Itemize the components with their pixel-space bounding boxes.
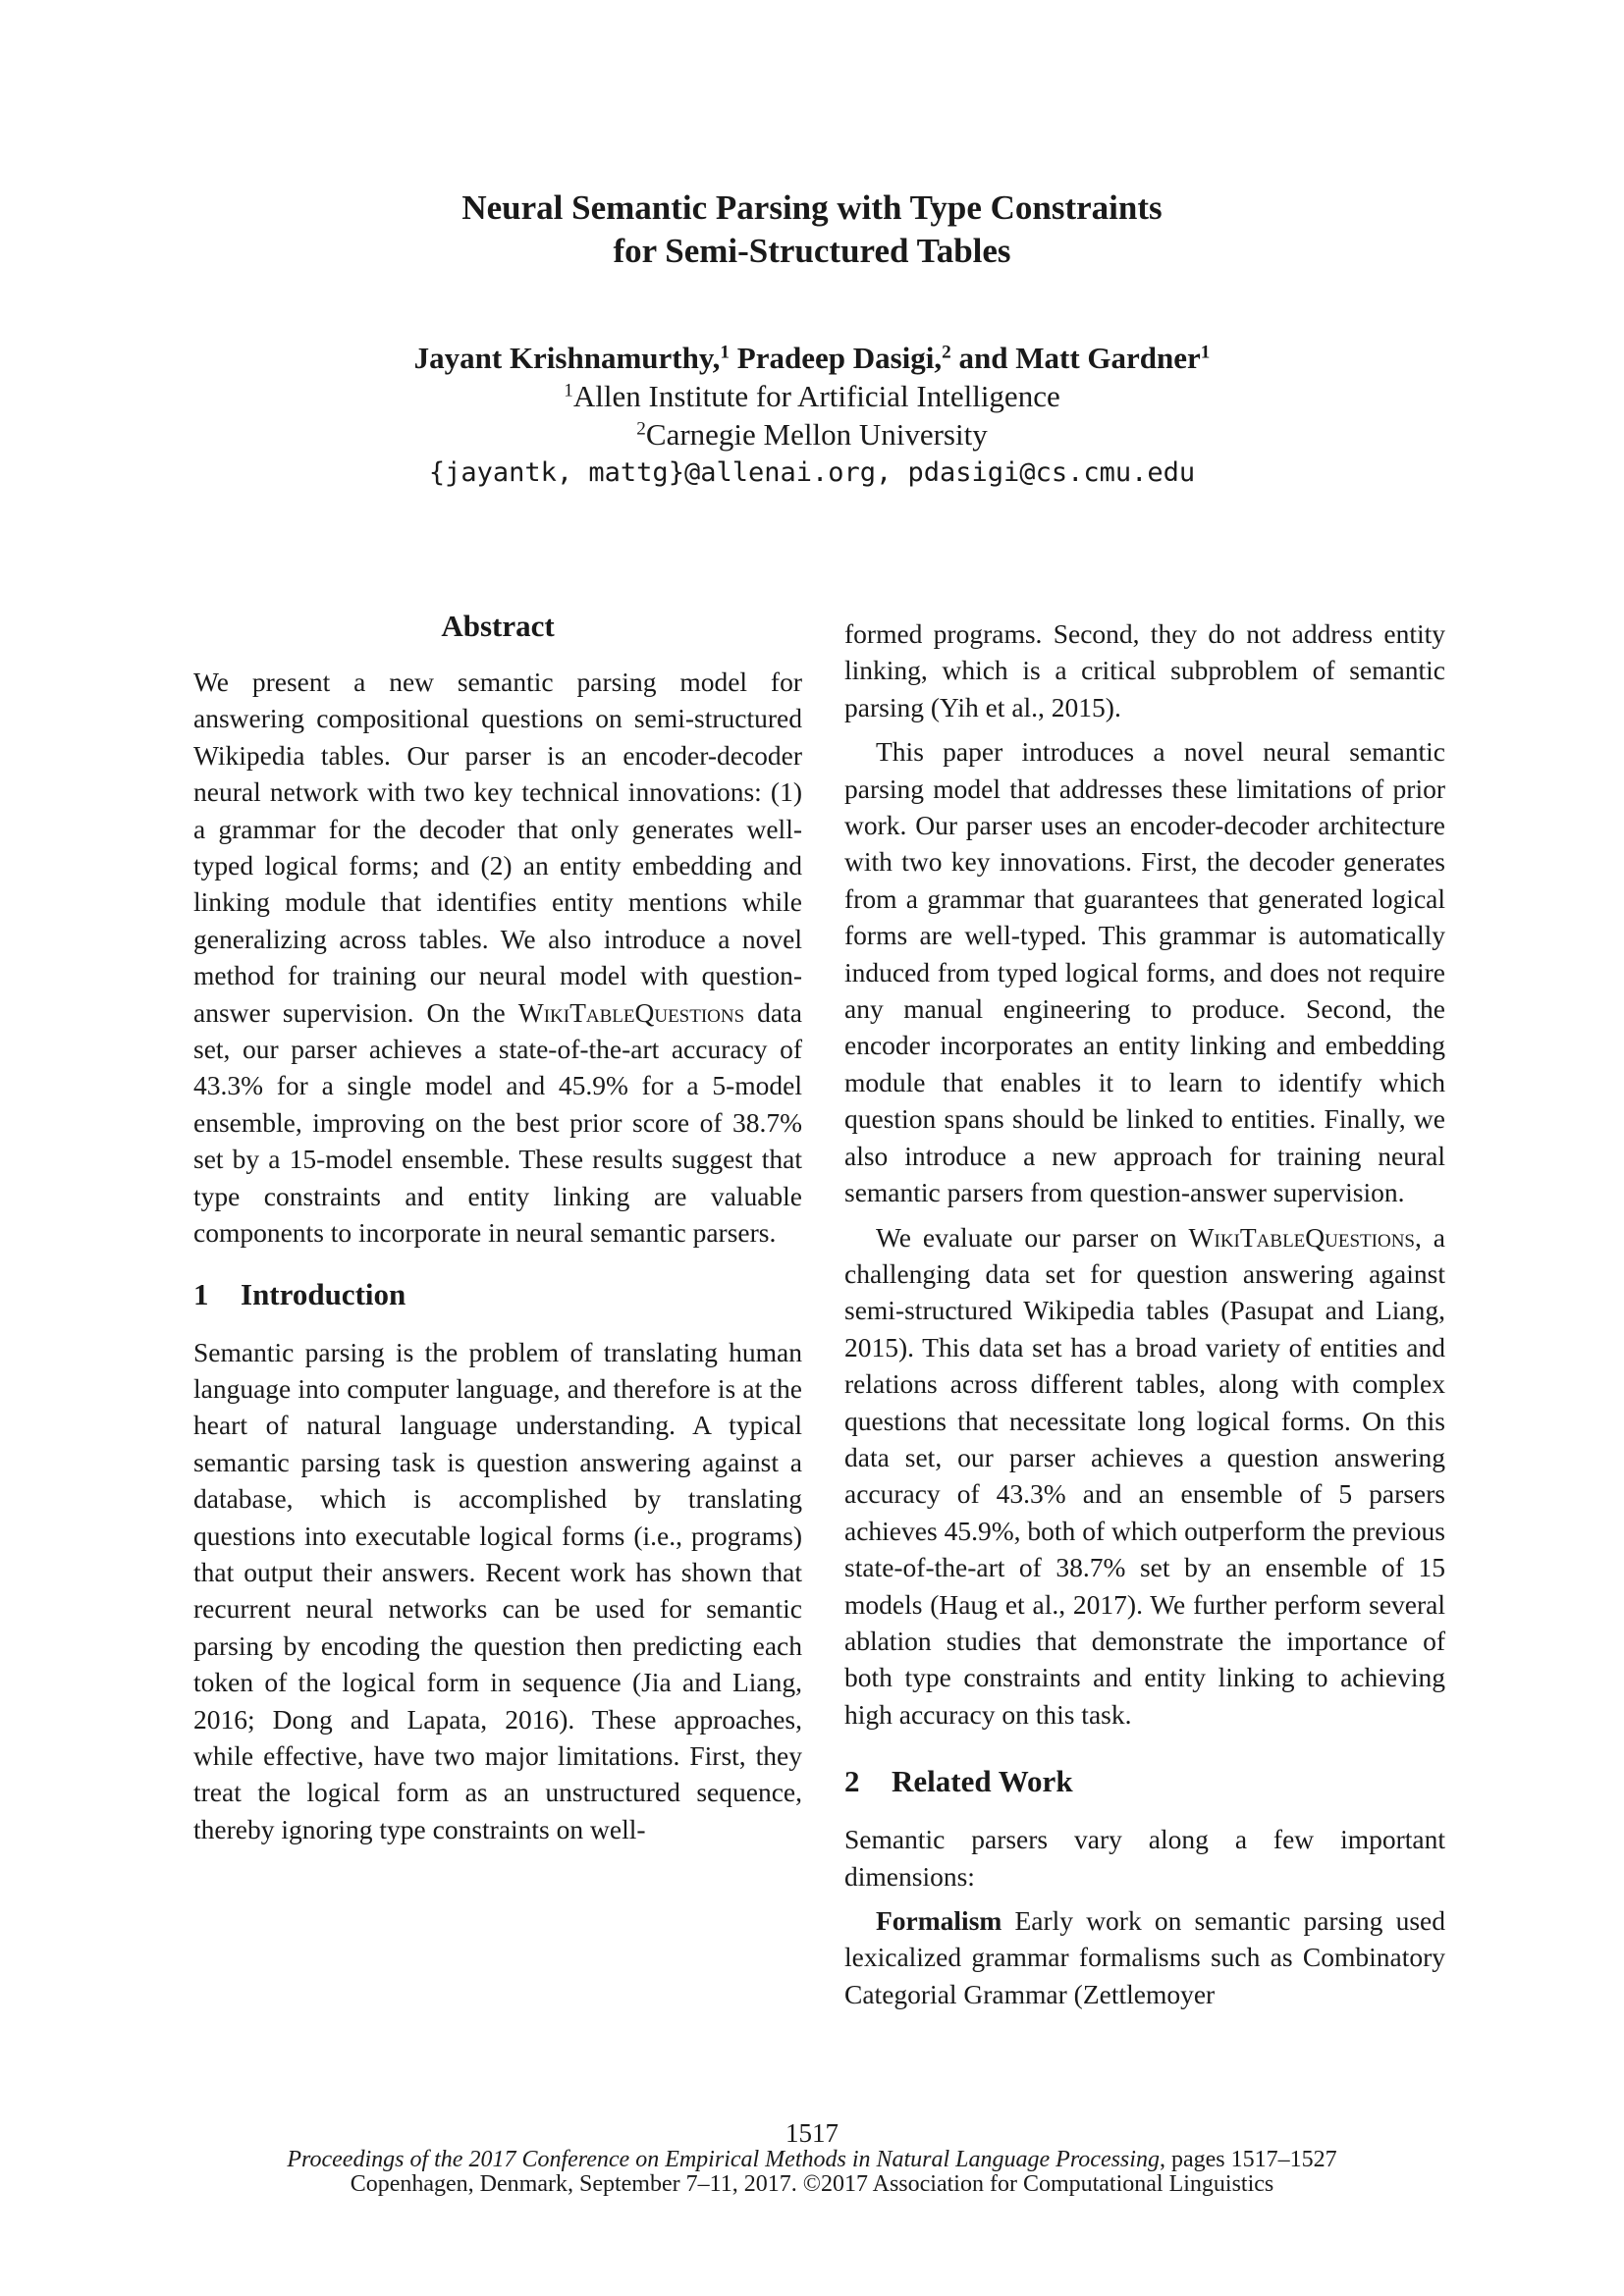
title-line-2: for Semi-Structured Tables bbox=[613, 232, 1011, 270]
right-column bbox=[844, 615, 1445, 2012]
affiliation-2 bbox=[0, 415, 1624, 454]
page-number: 1517 bbox=[785, 2118, 839, 2148]
author-3: and Matt Gardner bbox=[950, 341, 1201, 375]
abstract-text-a: We present a new semantic parsing model for answering compositional questions on semi-structured Wikipedia tables. Our parser is an encoder-decoder neural network with two key technical innovations: (1) a grammar for the decoder that only generates well-typed logical forms; and (2) an entity embedding and linking module that identifies entity mentions while generalizing across tables. We also introduce a novel method for training our neural model with question-answer supervision. On the bbox=[193, 667, 802, 1028]
author-1: Jayant Krishnamurthy, bbox=[413, 341, 721, 375]
title-line-1: Neural Semantic Parsing with Type Constraints bbox=[461, 188, 1163, 227]
formalism-title: Formalism bbox=[876, 1905, 1002, 1936]
abstract-text-b: data set, our parser achieves a state-of-the-art accuracy of 43.3% for a single model and 45.9% for a 5-model ensemble, improving on the best prior score of 38.7% set by a 15-model ensemble. These results suggest that type constraints and entity linking are valuable components to incorporate in neural semantic parsers. bbox=[193, 996, 802, 1249]
left-column bbox=[193, 607, 802, 1847]
paper-title bbox=[0, 187, 1624, 273]
abstract-text bbox=[193, 664, 802, 1252]
author-block bbox=[0, 339, 1624, 492]
section-2-title: Related Work bbox=[892, 1764, 1073, 1799]
intro-p3-a: We evaluate our parser on bbox=[876, 1221, 1189, 1253]
intro-paragraph-1-continued: formed programs. Second, they do not address entity linking, which is a critical subproblem of semantic parsing (Yih et al., 2015). bbox=[844, 618, 1445, 722]
section-2-heading bbox=[844, 1762, 1445, 1801]
abstract-heading: Abstract bbox=[441, 609, 555, 643]
author-2: Pradeep Dasigi, bbox=[730, 341, 943, 375]
author-emails: {jayantk, mattg}@allenai.org, pdasigi@cs.cmu.edu bbox=[428, 457, 1196, 488]
intro-paragraph-3 bbox=[844, 1219, 1445, 1734]
formalism-text: Early work on semantic parsing used lexicalized grammar formalisms such as Combinatory Categorial Grammar (Zettlemoyer bbox=[844, 1905, 1445, 2009]
proceedings-line bbox=[0, 2148, 1624, 2172]
intro-dataset-name: WikiTableQuestions bbox=[1188, 1221, 1415, 1253]
proceedings-title: Proceedings of the 2017 Conference on Empirical Methods in Natural Language Processing bbox=[287, 2147, 1160, 2172]
intro-p3-b: , a challenging data set for question answering against semi-structured Wikipedia tables (Pasupat and Liang, 2015). This data set has a broad variety of entities and relations across different tables, along with complex questions that necessitate long logical forms. On this data set, our parser achieves a question answering accuracy of 43.3% and an ensemble of 5 parsers achieves 45.9%, both of which outperform the previous state-of-the-art of 38.7% set by an ensemble of 15 models (Haug et al., 2017). We further perform several ablation studies that demonstrate the importance of both type constraints and entity linking to achieving high accuracy on this task. bbox=[844, 1221, 1445, 1730]
section-1-heading bbox=[193, 1275, 802, 1314]
section-1-title: Introduction bbox=[241, 1276, 406, 1311]
intro-paragraph-2: This paper introduces a novel neural semantic parsing model that addresses these limitations of prior work. Our parser uses an encoder-decoder architecture with two key innovations. First, the decoder generates from a grammar that guarantees that generated logical forms are well-typed. This grammar is automatically induced from typed logical forms, and does not require any manual engineering to produce. Second, the encoder incorporates an entity linking and embedding module that enables it to learn to identify which question spans should be linked to entities. Finally, we also introduce a new approach for training neural semantic parsers from question-answer supervision. bbox=[844, 736, 1445, 1208]
author-3-affiliation: 1 bbox=[1200, 342, 1211, 363]
conference-location: Copenhagen, Denmark, September 7–11, 2017. ©2017 Association for Computational Linguistics bbox=[350, 2171, 1274, 2197]
affiliation-2-marker: 2 bbox=[636, 418, 646, 440]
affiliation-1-name: Allen Institute for Artificial Intelligence bbox=[572, 379, 1060, 413]
affiliation-1 bbox=[0, 377, 1624, 415]
related-paragraph-2 bbox=[844, 1902, 1445, 2012]
related-paragraph-1: Semantic parsers vary along a few important dimensions: bbox=[844, 1824, 1445, 1892]
page-footer bbox=[0, 2118, 1624, 2197]
section-1-number: 1 bbox=[193, 1276, 209, 1311]
author-2-affiliation: 2 bbox=[942, 342, 951, 363]
author-names bbox=[0, 339, 1624, 377]
affiliation-2-name: Carnegie Mellon University bbox=[645, 417, 988, 452]
section-2-number: 2 bbox=[844, 1764, 860, 1799]
author-1-affiliation: 1 bbox=[720, 342, 731, 363]
intro-paragraph-1: Semantic parsing is the problem of translating human language into computer language, and therefore is at the heart of natural language understanding. A typical semantic parsing task is question answering against a database, which is accomplished by translating questions into executable logical forms (i.e., programs) that output their answers. Recent work has shown that recurrent neural networks can be used for semantic parsing by encoding the question then predicting each token of the logical form in sequence (Jia and Liang, 2016; Dong and Lapata, 2016). These approaches, while effective, have two major limitations. First, they treat the logical form as an unstructured sequence, thereby ignoring type constraints on well- bbox=[193, 1336, 802, 1844]
abstract-dataset-name: WikiTableQuestions bbox=[517, 996, 745, 1028]
affiliation-1-marker: 1 bbox=[564, 380, 573, 401]
proceedings-pages: , pages 1517–1527 bbox=[1159, 2147, 1337, 2172]
